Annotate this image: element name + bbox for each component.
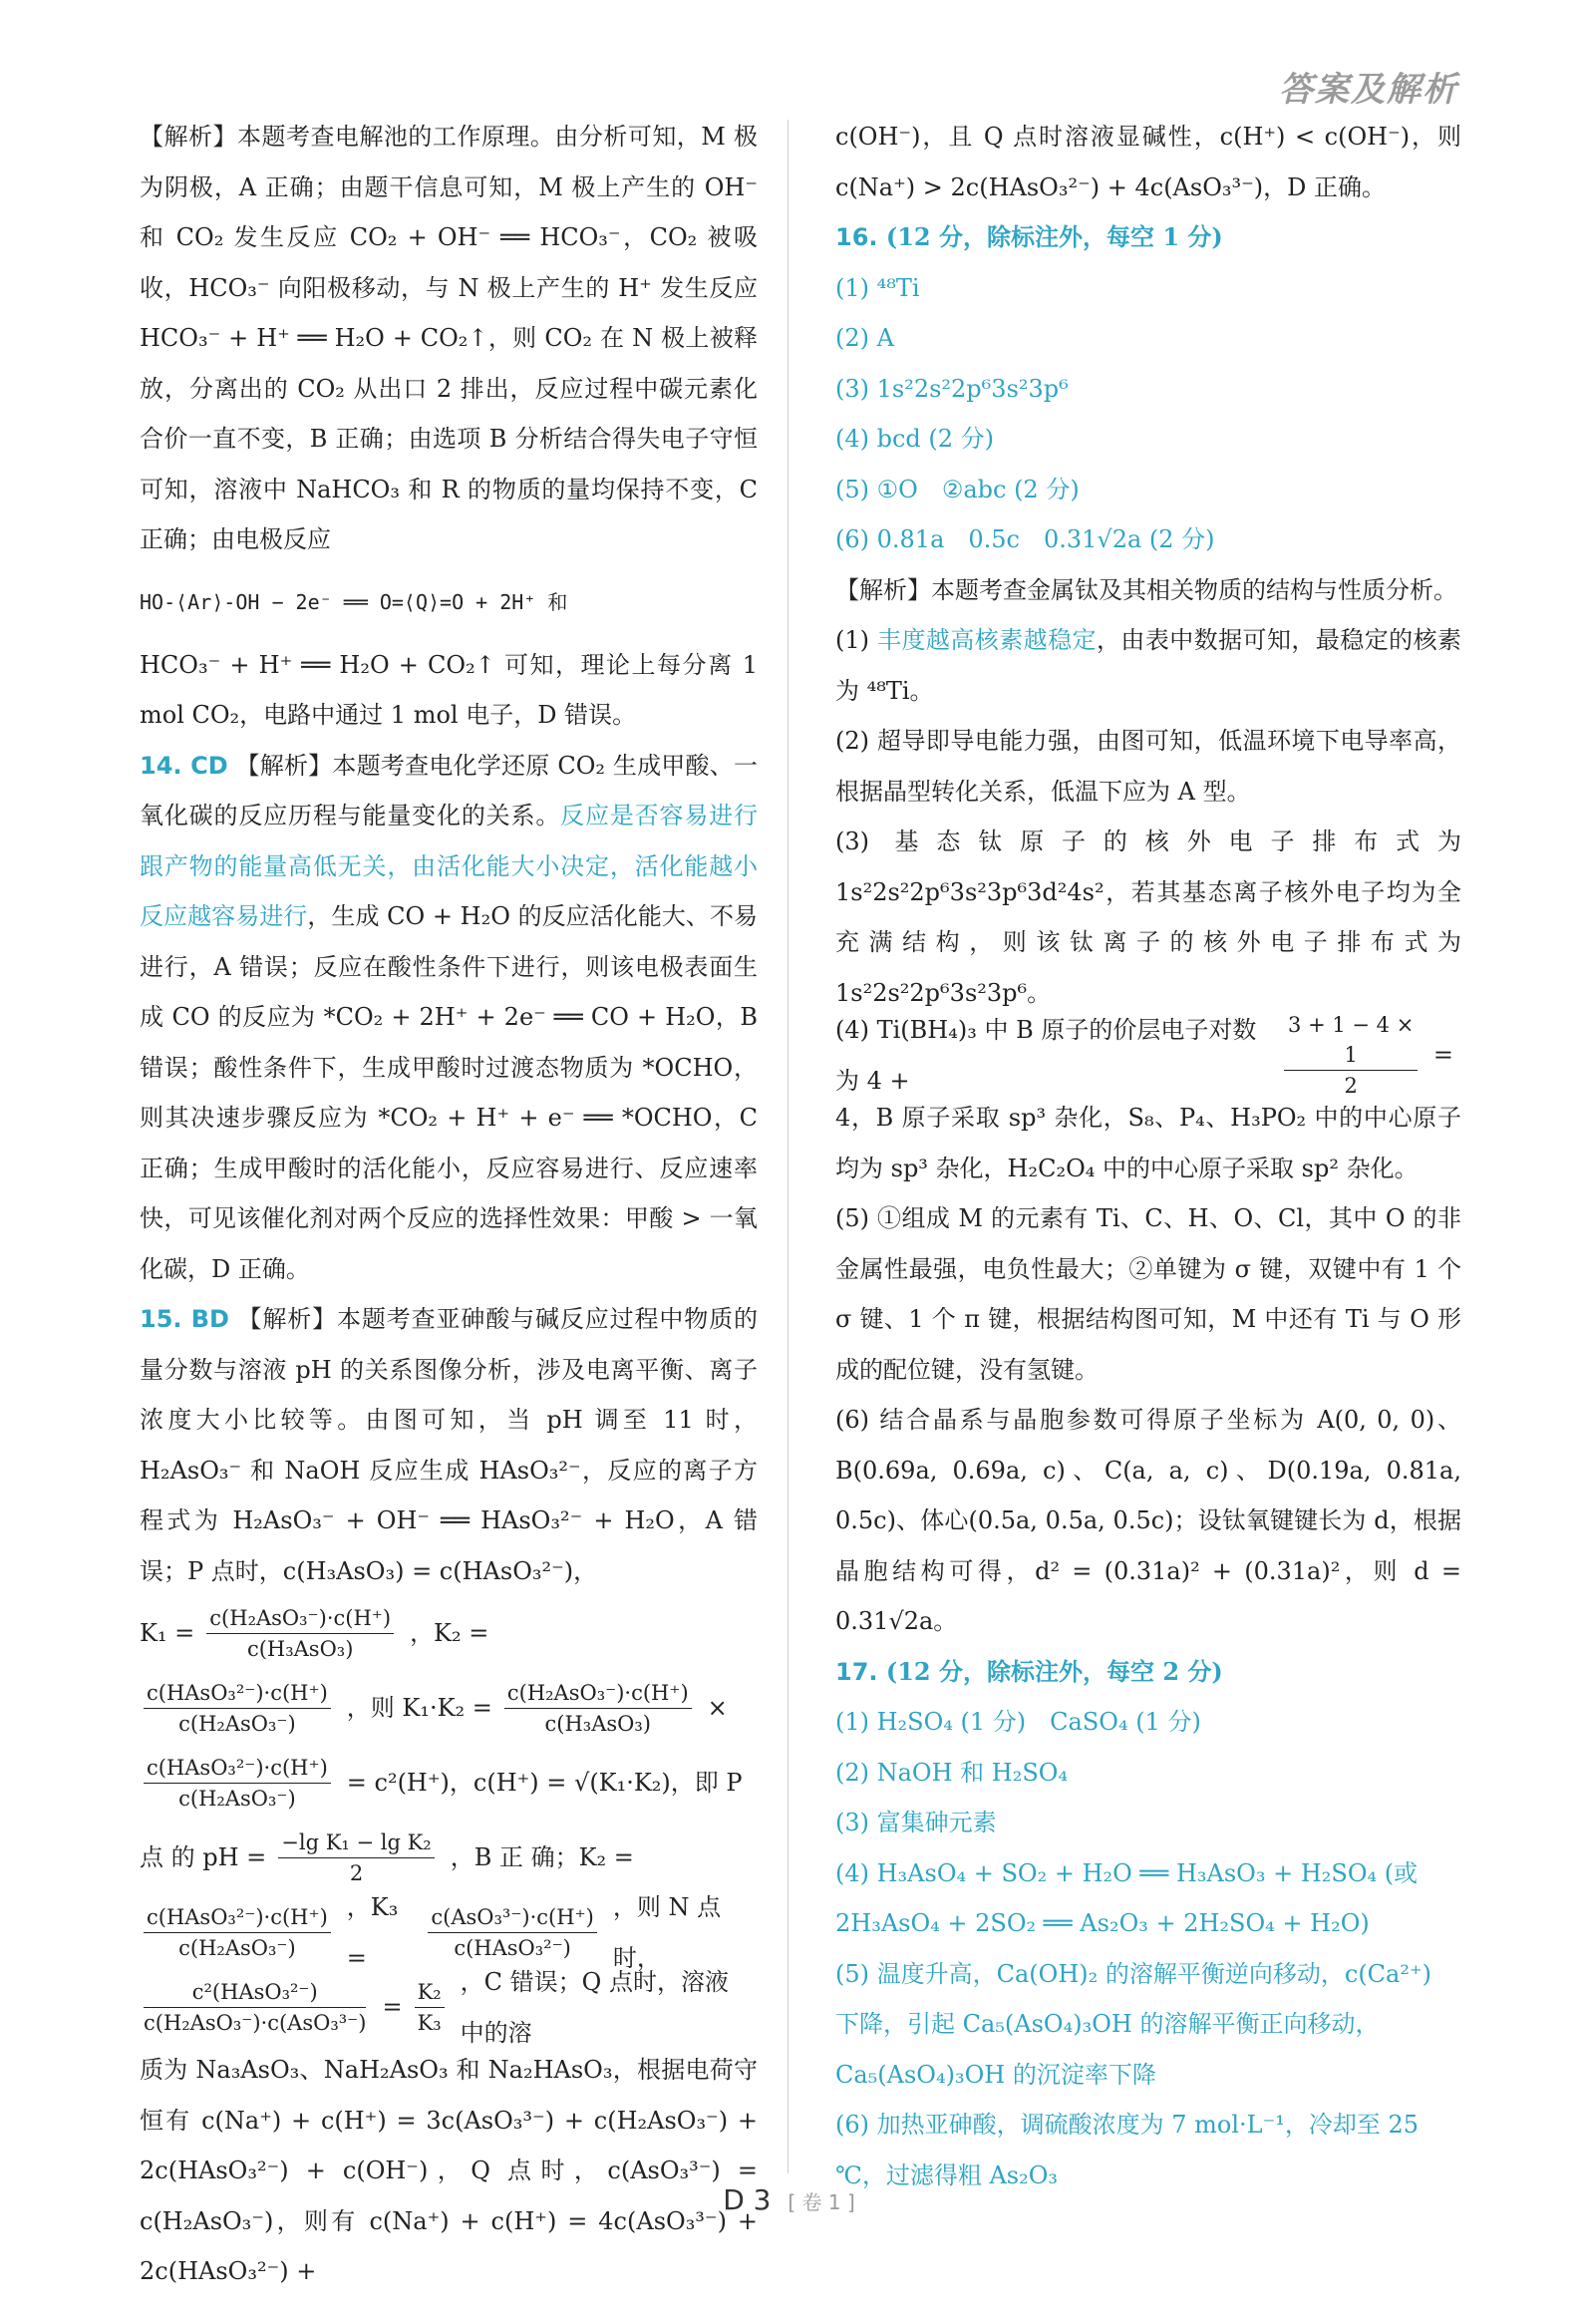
q16-1-label: (1) — [835, 626, 878, 654]
q15-text-a: 【解析】本题考查亚砷酸与碱反应过程中物质的量分数与溶液 pH 的关系图像分析，涉及电离平衡、离子浓度大小比较等。由图可知，当 pH 调至 11 时，H₂AsO₃⁻ 和 NaOH 反应生成 HAsO₃²⁻，反应的离子方程式为 H₂AsO₃⁻ + OH⁻ ══ HAsO₃²⁻ + H₂O，A 错误；P 点时，c(H₃AsO₃) = c(HAsO₃²⁻)， — [140, 1305, 758, 1585]
q16-analysis-6: (6) 结合晶系与晶胞参数可得原子坐标为 A(0, 0, 0)、B(0.69a, 0.69a, c)、C(a, a, c)、D(0.19a, 0.81a, 0.5c)、体心(0.5a, 0.5a, 0.5c)；设钛氧键键长为 d，根据晶胞结构可得，d² = (0.31a)² + (0.31a)²，则 d = 0.31√2a。 — [835, 1406, 1461, 1635]
page-number: D 3 — [723, 2183, 772, 2216]
right-column — [835, 112, 1461, 2200]
k3-numerator: c(AsO₃³⁻)·c(H⁺) — [428, 1902, 596, 1933]
kk-denominator: K₃ — [417, 2011, 442, 2035]
ph-denominator: 2 — [349, 1861, 364, 1885]
q16-4-fraction — [1284, 1010, 1424, 1101]
q16-analysis-intro: 【解析】本题考查金属钛及其相关物质的结构与性质分析。 — [835, 575, 1457, 604]
q16-scoring: (12 分，除标注外，每空 1 分) — [885, 222, 1223, 251]
q16-1-rest: ，由表中数据可知，最稳定的核素为 ⁴⁸Ti。 — [835, 626, 1462, 705]
k2-fraction — [144, 1678, 339, 1739]
q14-number: 14. CD — [140, 751, 228, 780]
q17-heading — [835, 1647, 1461, 1698]
k2b-fraction — [144, 1902, 339, 1963]
n-fraction — [144, 1977, 374, 2038]
q16-4-denominator: 2 — [1344, 1074, 1358, 1098]
times-sign: × — [707, 1694, 728, 1723]
q16-answer: (3) 1s²2s²2p⁶3s²3p⁶ — [835, 374, 1069, 403]
q13-analysis: 【解析】本题考查电解池的工作原理。由分析可知，M 极为阴极，A 正确；由题干信息可知，M 极上产生的 OH⁻ 和 CO₂ 发生反应 CO₂ + OH⁻ ══ HCO₃⁻，CO₂ 被吸收，HCO₃⁻ 向阳极移动，与 N 极上产生的 H⁺ 发生反应 HCO₃⁻ + H⁺ ══ H₂O + CO₂↑，则 CO₂ 在 N 极上被释放，分离出的 CO₂ 从出口 2 排出，反应过程中碳元素化合价一直不变，B 正确；由选项 B 分析结合得失电子守恒可知，溶液中 NaHCO₃ 和 R 的物质的量均保持不变，C 正确；由电极反应 — [140, 123, 758, 553]
q16-analysis-4: 4，B 原子采取 sp³ 杂化，S₈、P₄、H₃PO₂ 中的中心原子均为 sp³ 杂化，H₂C₂O₄ 中的中心原子采取 sp² 杂化。 — [835, 1104, 1461, 1182]
ph-rest: ，B 正 确；K₂ = — [450, 1843, 634, 1872]
q16-analysis-5: (5) ①组成 M 的元素有 Ti、C、H、O、Cl，其中 O 的非金属性最强，电负性最大；②单键为 σ 键，双键中有 1 个 σ 键、1 个 π 键，根据结构图可知，M 中还有 Ti 与 O 形成的配位键，没有氢键。 — [835, 1204, 1461, 1384]
q16-analysis-3: (3) 基态钛原子的核外电子排布式为 1s²2s²2p⁶3s²3p⁶3d²4s²，若其基态离子核外电子均为全充满结构，则该钛离子的核外电子排布式为 1s²2s²2p⁶3s²3p⁶。 — [835, 828, 1461, 1007]
q16-analysis-4-formula — [835, 1013, 1461, 1098]
q16-1-highlight: 丰度越高核素越稳定 — [877, 626, 1097, 654]
q14-text-b: ，生成 CO + H₂O 的反应活化能大、不易进行，A 错误；反应在酸性条件下进行，则该电极表面生成 CO 的反应为 *CO₂ + 2H⁺ + 2e⁻ ══ CO + H₂O，B 错误；酸性条件下，生成甲酸时过渡态物质为 *OCHO，则其决速步骤反应为 *CO₂ + H⁺ + e⁻ ══ *OCHO，C 正确；生成甲酸时的活化能小，反应容易进行、反应速率快，可见该催化剂对两个反应的选择性效果：甲酸 > 一氧化碳，D 正确。 — [140, 902, 759, 1283]
q16-heading — [835, 212, 1461, 263]
q16-answer: (1) ⁴⁸Ti — [835, 273, 920, 302]
q13-analysis-end: HCO₃⁻ + H⁺ ══ H₂O + CO₂↑ 可知，理论上每分离 1 mol CO₂，电路中通过 1 mol 电子，D 错误。 — [140, 650, 758, 729]
k3-denominator: c(HAsO₃²⁻) — [454, 1936, 571, 1960]
k1k2-formula — [140, 1671, 758, 1746]
q14-highlight: 反应是否容易进行跟产物的能量高低无关，由活化能大小决定，活化能越小反应越容易进行 — [140, 802, 759, 930]
k2b-denominator: c(H₂AsO₃⁻) — [178, 1936, 296, 1960]
k2-numerator: c(HAsO₃²⁻)·c(H⁺) — [144, 1678, 331, 1709]
n-point-formula — [140, 1970, 758, 2045]
q17-scoring: (12 分，除标注外，每空 2 分) — [885, 1656, 1223, 1686]
q16-analysis-1 — [835, 615, 1461, 716]
n-rest: ，C 错误；Q 点时，溶液中的溶 — [460, 1968, 729, 2047]
q14-block — [140, 741, 758, 1295]
q15-text-b: 质为 Na₃AsO₃、NaH₂AsO₃ 和 Na₂HAsO₃，根据电荷守恒有 c(Na⁺) + c(H⁺) = 3c(AsO₃³⁻) + c(H₂AsO₃⁻) + 2c(HAsO₃²⁻) + c(OH⁻)，Q 点时，c(AsO₃³⁻) = c(H₂AsO₃⁻)，则有 c(Na⁺) + c(H⁺) = 4c(AsO₃³⁻) + 2c(HAsO₃²⁻) + — [140, 2056, 758, 2285]
k1k2-label: ，则 K₁·K₂ = — [346, 1694, 492, 1723]
n-equals: = — [382, 1993, 403, 2022]
n-denominator: c(H₂AsO₃⁻)·c(AsO₃³⁻) — [144, 2011, 367, 2035]
p-numerator: c(HAsO₃²⁻)·c(H⁺) — [144, 1753, 331, 1784]
p-fraction — [144, 1753, 339, 1814]
k2-label: ，K₂ = — [410, 1619, 489, 1648]
n-numerator: c²(HAsO₃²⁻) — [144, 1977, 366, 2008]
k3-rest: ，则 N 点时， — [612, 1893, 722, 1972]
q16-answer: (2) A — [835, 324, 894, 352]
column-divider — [788, 120, 789, 2173]
structure-equation: HO-⟨Ar⟩-OH − 2e⁻ ══ O=⟨Q⟩=O + 2H⁺ 和 — [140, 589, 568, 614]
k1-fraction — [206, 1603, 402, 1664]
q17-answer: (6) 加热亚砷酸，调硫酸浓度为 7 mol·L⁻¹，冷却至 25 ℃，过滤得粗 As₂O₃ — [835, 2111, 1420, 2189]
q15-block — [140, 1294, 758, 1596]
k1-numerator: c(H₂AsO₃⁻)·c(H⁺) — [206, 1603, 394, 1634]
k1k2-fraction — [504, 1678, 700, 1739]
q15-continuation: c(OH⁻)，且 Q 点时溶液显碱性，c(H⁺) < c(OH⁻)，则 c(Na⁺) > 2c(HAsO₃²⁻) + 4c(AsO₃³⁻)，D 正确。 — [835, 123, 1461, 201]
q17-answer: (4) H₃AsO₄ + SO₂ + H₂O ══ H₃AsO₃ + H₂SO₄ (或 2H₃AsO₄ + 2SO₂ ══ As₂O₃ + 2H₂SO₄ + H₂O) — [835, 1858, 1419, 1937]
q16-4-numerator: 3 + 1 − 4 × 1 — [1284, 1010, 1417, 1071]
q16-4-text: (4) Ti(BH₄)₃ 中 B 原子的价层电子对数为 4 + — [835, 1016, 1257, 1095]
q16-answer: (5) ①O ②abc (2 分) — [835, 475, 1080, 503]
page-header: 答案及解析 — [1279, 70, 1458, 110]
volume-label: [ 卷 1 ] — [788, 2190, 855, 2214]
q16-answer: (6) 0.81a 0.5c 0.31√2a (2 分) — [835, 525, 1215, 553]
q14-text-a: 【解析】本题考查电化学还原 CO₂ 生成甲酸、一氧化碳的反应历程与能量变化的关系。 — [140, 751, 758, 830]
k2b-numerator: c(HAsO₃²⁻)·c(H⁺) — [144, 1902, 331, 1933]
k2-denominator: c(H₂AsO₃⁻) — [178, 1712, 296, 1736]
p-rest: = c²(H⁺)，c(H⁺) = √(K₁·K₂)，即 P — [346, 1769, 743, 1798]
q17-answer: (5) 温度升高，Ca(OH)₂ 的溶解平衡逆向移动，c(Ca²⁺) 下降，引起 Ca₅(AsO₄)₃OH 的溶解平衡正向移动，Ca₅(AsO₄)₃OH 的沉淀率下降 — [835, 1959, 1432, 2089]
q16-analysis-2: (2) 超导即导电能力强，由图可知，低温环境下电导率高，根据晶型转化关系，低温下应为 A 型。 — [835, 727, 1461, 806]
ph-fraction — [278, 1827, 442, 1888]
q17-number: 17. — [835, 1657, 878, 1686]
q15-number: 15. BD — [140, 1305, 229, 1333]
q17-answer: (1) H₂SO₄ (1 分) CaSO₄ (1 分) — [835, 1708, 1201, 1736]
k1-k2-formula — [140, 1596, 758, 1671]
k1k2-denominator: c(H₃AsO₃) — [544, 1712, 651, 1736]
k3-fraction — [428, 1902, 604, 1963]
kk-numerator: K₂ — [415, 1977, 445, 2008]
kk-fraction — [415, 1977, 453, 2038]
electrode-reaction-structure — [140, 565, 758, 640]
k1-denominator: c(H₃AsO₃) — [246, 1637, 354, 1661]
k1k2-numerator: c(H₂AsO₃⁻)·c(H⁺) — [504, 1678, 692, 1709]
q16-answer: (4) bcd (2 分) — [835, 425, 995, 453]
q16-number: 16. — [835, 223, 878, 251]
k1-label: K₁ = — [140, 1619, 195, 1648]
left-column — [140, 112, 758, 2297]
p-point-formula — [140, 1746, 758, 1821]
ph-label: 点 的 pH = — [140, 1843, 267, 1872]
q16-4-equals: = — [1432, 1041, 1453, 1070]
q17-answer: (2) NaOH 和 H₂SO₄ — [835, 1758, 1069, 1787]
p-denominator: c(H₂AsO₃⁻) — [178, 1787, 296, 1811]
q17-answer: (3) 富集砷元素 — [835, 1809, 997, 1836]
ph-numerator: −lg K₁ − lg K₂ — [278, 1827, 434, 1858]
page-footer — [0, 2183, 1578, 2216]
k3-label: ，K₃ = — [346, 1893, 399, 1972]
